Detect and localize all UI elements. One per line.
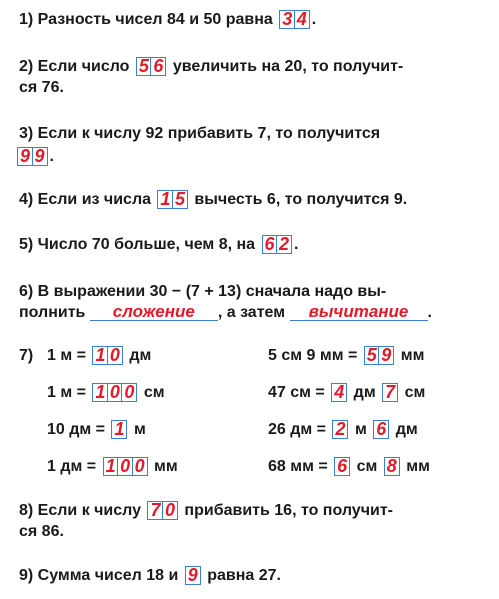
answer-digit: 0 <box>132 457 148 476</box>
task-8-answer <box>147 501 178 520</box>
answer-digit: 0 <box>107 383 123 402</box>
conversion-text: 5 см 9 мм = <box>268 347 358 364</box>
conversion-answer <box>92 383 137 402</box>
task-2-line2: ся 76. <box>19 79 64 96</box>
unit-label: мм <box>154 458 178 475</box>
task-9 <box>19 566 281 586</box>
task-6-line2 <box>19 303 432 323</box>
task-1-text: 1) Разность чисел 84 и 50 равна <box>19 11 273 28</box>
task-1-answer <box>279 10 310 29</box>
answer-digit: 6 <box>334 457 350 476</box>
answer-digit: 2 <box>276 235 292 254</box>
unit-label: мм <box>406 458 430 475</box>
task-8-line2: ся 86. <box>19 523 64 540</box>
answer-digit: 0 <box>117 457 133 476</box>
conversion-answer <box>111 420 127 439</box>
conversion-text: 1 м = <box>47 384 86 401</box>
answer-digit: 1 <box>111 420 127 439</box>
unit-label: см <box>143 384 165 401</box>
task-9-text-end: равна 27. <box>207 567 281 584</box>
answer-digit: 1 <box>157 190 173 209</box>
task-8 <box>19 501 393 521</box>
answer-digit: 1 <box>92 346 108 365</box>
task-4 <box>19 190 407 210</box>
answer-digit: 6 <box>373 420 389 439</box>
task-6-answer-2: вычитание <box>290 304 428 321</box>
task-6-end: . <box>427 304 432 321</box>
task-3-line2 <box>19 147 54 167</box>
conversion-text: 1 м = <box>47 347 86 364</box>
answer-digit: 7 <box>382 383 398 402</box>
task-5-text: 5) Число 70 больше, чем 8, на <box>19 236 256 253</box>
conversion-text: 68 мм = <box>268 458 328 475</box>
answer-digit: 6 <box>150 57 166 76</box>
task-7-row-2-right <box>268 383 425 403</box>
answer-digit: 9 <box>378 346 394 365</box>
task-3-text: 3) Если к числу 92 прибавить 7, то получится <box>19 125 381 142</box>
task-7-row-4-left <box>47 457 178 477</box>
task-6-answer-1: сложение <box>90 304 218 321</box>
answer-digit: 9 <box>185 566 201 585</box>
task-5 <box>19 235 298 255</box>
task-7-row-3-left <box>47 420 146 440</box>
task-1 <box>19 10 316 30</box>
answer-digit: 4 <box>294 10 310 29</box>
unit-label: дм <box>395 421 418 438</box>
task-8-text-end: прибавить 16, то получит- <box>184 502 393 519</box>
answer-digit: 0 <box>107 346 123 365</box>
unit-label: дм <box>129 347 152 364</box>
conversion-answer <box>364 346 395 365</box>
task-7-row-4-right <box>268 457 430 477</box>
answer-digit: 5 <box>172 190 188 209</box>
task-1-end: . <box>311 11 317 28</box>
answer-digit: 0 <box>121 383 137 402</box>
conversion-answer <box>384 457 400 476</box>
answer-digit: 5 <box>364 346 380 365</box>
task-3 <box>19 124 380 144</box>
conversion-answer <box>334 457 350 476</box>
task-8-text: 8) Если к числу <box>19 502 142 519</box>
task-7-row-2-left <box>47 383 165 403</box>
answer-digit: 3 <box>279 10 295 29</box>
task-7-row-1-left <box>47 346 151 366</box>
conversion-answer <box>92 346 123 365</box>
task-3-answer <box>17 147 48 166</box>
unit-label: м <box>354 421 367 438</box>
conversion-answer <box>103 457 148 476</box>
task-5-end: . <box>294 236 299 253</box>
task-2 <box>19 57 403 77</box>
task-3-end: . <box>49 148 54 165</box>
task-7-number: 7) <box>19 347 34 364</box>
conversion-text: 1 дм = <box>47 458 97 475</box>
task-2-text: 2) Если число <box>19 58 130 75</box>
conversion-text: 10 дм = <box>47 421 106 438</box>
task-5-answer <box>262 235 293 254</box>
task-7-row-1-right <box>268 346 424 366</box>
unit-label: мм <box>400 347 425 364</box>
answer-digit: 6 <box>262 235 278 254</box>
answer-digit: 7 <box>147 501 163 520</box>
answer-digit: 9 <box>17 147 33 166</box>
answer-digit: 1 <box>103 457 119 476</box>
answer-digit: 9 <box>32 147 48 166</box>
answer-digit: 5 <box>136 57 152 76</box>
conversion-text: 47 см = <box>268 384 325 401</box>
task-7-row-3-right <box>268 420 418 440</box>
task-9-answer <box>185 566 201 585</box>
answer-digit: 4 <box>331 383 347 402</box>
conversion-answer <box>373 420 389 439</box>
task-6: 6) В выражении 30 − (7 + 13) сначала надо вы- <box>19 283 387 300</box>
answer-digit: 8 <box>384 457 400 476</box>
answer-digit: 0 <box>162 501 178 520</box>
conversion-answer <box>331 383 347 402</box>
task-9-text: 9) Сумма чисел 18 и <box>19 567 179 584</box>
task-6-text-mid: , а затем <box>217 304 286 321</box>
task-4-answer <box>157 190 188 209</box>
task-6-text: полнить <box>19 304 86 321</box>
unit-label: дм <box>353 384 376 401</box>
unit-label: см <box>356 458 378 475</box>
task-2-text-end: увеличить на 20, то получит- <box>172 58 404 75</box>
task-2-answer <box>136 57 167 76</box>
unit-label: м <box>133 421 146 438</box>
conversion-answer <box>332 420 348 439</box>
answer-digit: 1 <box>92 383 108 402</box>
unit-label: см <box>404 384 426 401</box>
answer-digit: 2 <box>332 420 348 439</box>
task-4-text: 4) Если из числа <box>19 191 152 208</box>
task-4-text-end: вычесть 6, то получится 9. <box>194 191 408 208</box>
conversion-text: 26 дм = <box>268 421 327 438</box>
conversion-answer <box>382 383 398 402</box>
